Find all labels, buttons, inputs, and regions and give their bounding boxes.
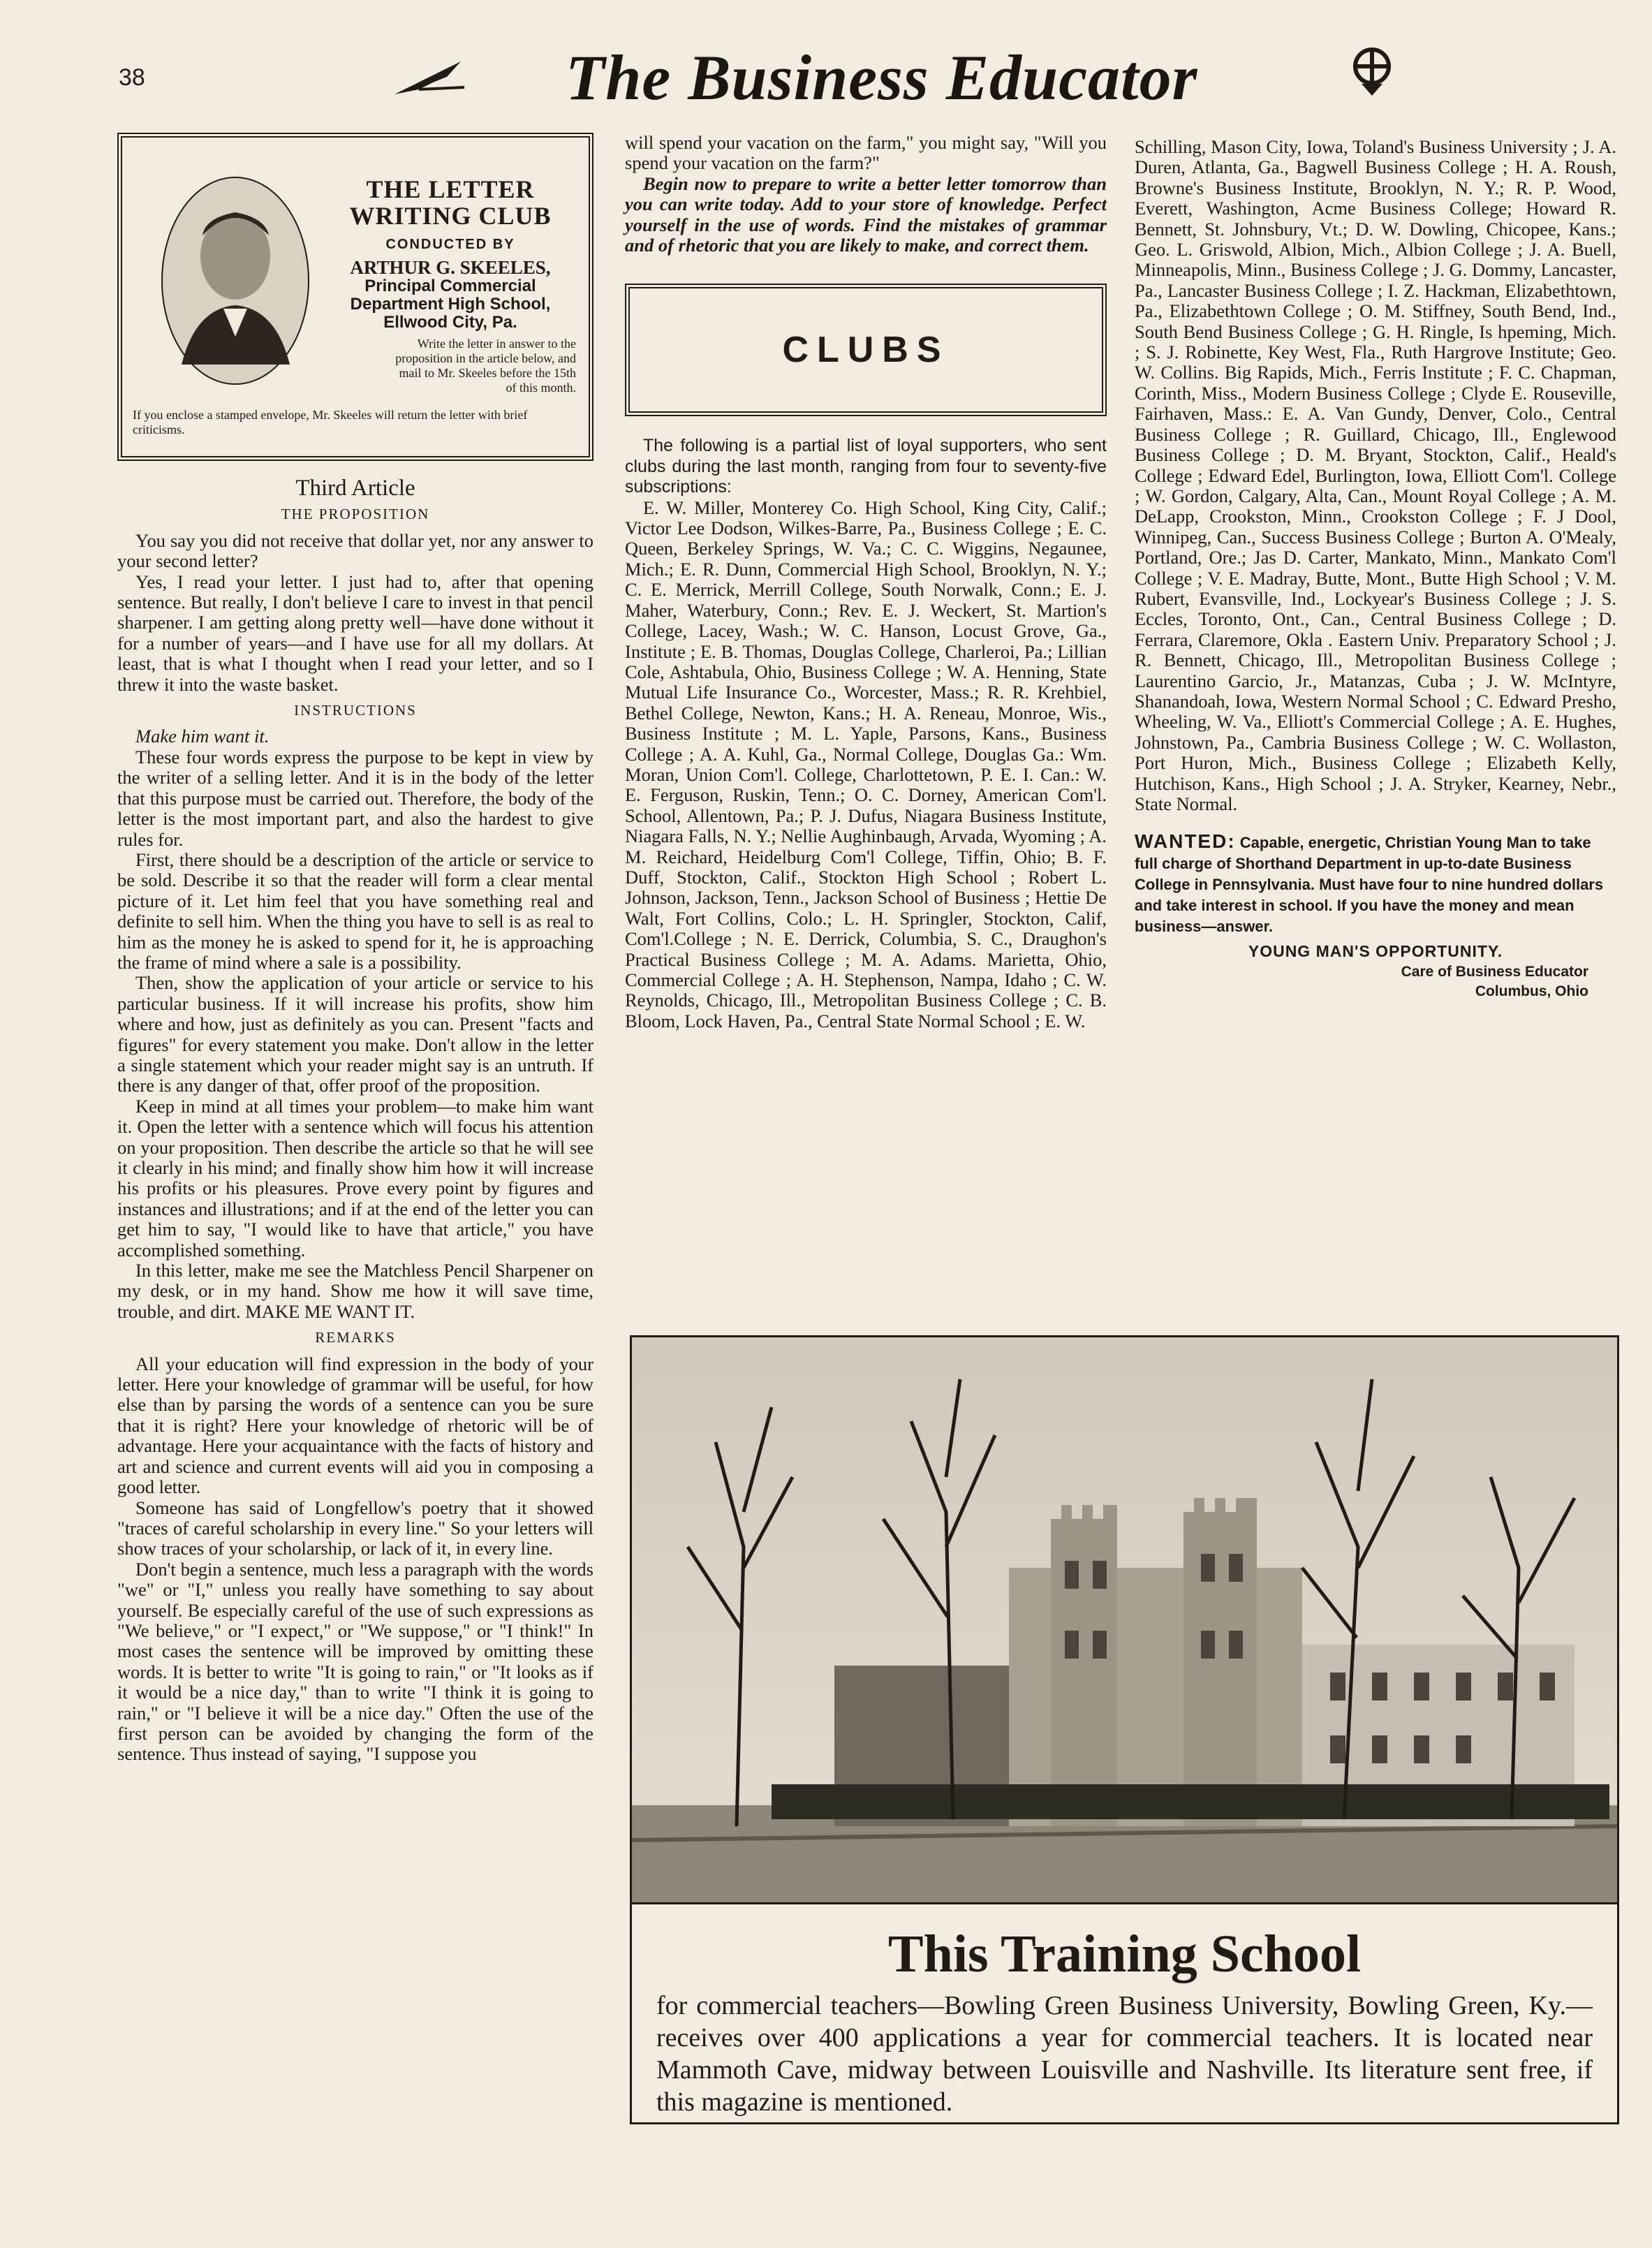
- wanted-label: WANTED:: [1135, 830, 1236, 853]
- clubs-list-continued: Schilling, Mason City, Iowa, Toland's Business University ; J. A. Duren, Atlanta, Ga., Bagwell Business College ; H. A. Roush, Browne's Business Institute, Brooklyn, N. Y.; R. P. Wood, Everett, Washington, Acme Business College; Howard R. Bennett, St. Johnsbury, Vt.; D. W. Dowling, Chicopee, Kans.; Geo. L. Griswold, Albion, Mich., Albion College ; J. A. Buell, Minneapolis, Minn., Business College ; J. G. Dommy, Lancaster, Pa., Lancaster Business College ; I. Z. Hackman, Elizabethtown, Pa., Elizabethtown College ; O. M. Stiffney, South Bend, Ind., South Bend Business College ; G. H. Ringle, Is hpeming, Mich. ; S. J. Robinette, Key West, Fla., Ruth Hargrove Institute; Geo. W. Collins. Big Rapids, Mich., Ferris Institute ; F. C. Chapman, Corinth, Miss., Modern Business College ; Clyde E. Rouseville, Fairhaven, Mass.: E. A. Van Gundy, Denver, Colo., Central Business College ; R. Guillard, Chicago, Ill., Englewood Business College ; D. M. Bryant, Stockton, Calif., Heald's College ; Edward Edel, Burlington, Iowa, Elliott Com'l. College ; W. Gordon, Calgary, Alta, Can., Mount Royal College ; A. M. DeLapp, Crookston, Minn., Crookston College ; F. J Dool, Winnipeg, Can., Success Business College ; Burton A. O'Mealy, Portland, Ore.; Jas D. Carter, Mankato, Minn., Mankato Com'l College ; V. E. Madray, Butte, Mont., Butte High School ; V. M. Rubert, Evansville, Ind., Lockyear's Business College ; J. S. Eccles, Toronto, Ont., Can., Central Business College ; D. Ferrara, Claremore, Okla . Eastern Univ. Preparatory School ; J. R. Bennett, Chicago, Ill., Metropolitan Business College ; Laurentino Garcio, Jr., Matanzas, Cuba ; J. W. McIntyre, Shanandoah, Iowa, Western Normal School ; C. Edward Presho, Wheeling, W. Va., Elliott's Commercial College ; A. E. Hughes, Johnstown, Pa., Cambria Business College ; W. C. Wollaston, Port Huron, Mich., Business College ; Elizabeth Kelly, Hutchison, Kans., High School ; J. A. Stryker, Kearney, Nebr., State Normal.: [1135, 136, 1616, 814]
- make-him-want-it: Make him want it.: [135, 726, 270, 747]
- column-left: [117, 133, 593, 1765]
- training-school-title: This Training School: [887, 1925, 1362, 1983]
- author-portrait: [161, 176, 311, 385]
- column-right: [1135, 137, 1616, 1001]
- wanted-signature: YOUNG MAN'S OPPORTUNITY.: [1248, 942, 1503, 961]
- remarks-paragraph: Don't begin a sentence, much less a paragraph with the words "we" or "I," unless you really have something to say about yourself. Be especially careful of the use of such expressions as "We believe," or "I expect," or "We suppose," or "I think!" In most cases the sentence will be improved by omitting these words. It is better to write "It is going to rain," or "It looks as if it would be a nice day," than to write "I think it is going to rain," or "I believe it will be a nice day." Often the use of the first person can be avoided by changing the form of the sentence. Thus instead of saying, "I suppose you: [117, 1558, 593, 1765]
- masthead: [391, 35, 1396, 112]
- instructions-paragraph: First, there should be a description of the article or service to be sold. Describe it so that the reader will form a clear mental picture of it. Let him feel that you have something real and definite to sell him. When the thing you have to sell is as real to him as the money he is asked to spend for it, he is approaching the frame of mind where a sale is a possibility.: [117, 848, 593, 973]
- remarks-paragraph: All your education will find expression in the body of your letter. Here your knowledge of grammar will be useful, for how else than by parsing the words of a sentence can you be sure that it is right? Here your knowledge of rhetoric will be of advantage. Here your acquaintance with the facts of history and art and science and current events will aid you in composing a good letter.: [117, 1353, 593, 1498]
- conducted-by: CONDUCTED BY: [385, 237, 515, 252]
- masthead-title: The Business Educator: [566, 42, 1198, 113]
- article-heading: Third Article: [295, 476, 415, 501]
- training-school-ad: [630, 1904, 1619, 2124]
- remarks-heading: REMARKS: [315, 1329, 396, 1346]
- column-middle: [625, 133, 1107, 1031]
- club-instructions: Write the letter in answer to the proposition in the article below, and mail to Mr. Skeeles before the 15th of this month.: [395, 337, 576, 395]
- clubs-list: E. W. Miller, Monterey Co. High School, King City, Calif.; Victor Lee Dodson, Wilkes-Barre, Pa., Business College ; E. C. Queen, Berkeley Springs, W. Va.; C. C. Wiggins, Negaunee, Mich.; E. R. Dunn, Commercial High School, Brooklyn, N. Y.; C. E. Merrick, Merrill College, South Norwalk, Conn.; E. J. Maher, Waterbury, Conn.; Rev. E. J. Weckert, St. Martion's College, Lacey, Wash.; W. C. Hanson, Locust Grove, Ga., Institute ; E. B. Thomas, Douglas College, Charleroi, Pa.; Lillian Cole, Ashtabula, Ohio, Business College ; W. A. Henning, State Mutual Life Insurance Co., Worcester, Mass.; R. R. Krehbiel, Bethel College, Newton, Kans.; H. A. Reneau, Monroe, Wis., Business Institute ; M. L. Yaple, Parsons, Kans., Business College ; A. A. Kuhl, Ga., Normal College, Douglas Ga.: Wm. Moran, Union Com'l. College, Charlottetown, P. E. I. Can.: W. E. Ferguson, Ruskin, Tenn.; O. C. Dorney, American Com'l. School, Allentown, Pa.; P. J. Dufus, Niagara Business Institute, Niagara Falls, N. Y.; Nellie Aughinbaugh, Arvada, Wyoming ; A. M. Reichard, Heidelburg Com'l College, Tiffin, Ohio; B. F. Duff, Stockton, Calif., Stockton High School ; Robert L. Johnson, Jackson, Tenn., Jackson School of Business ; Hettie De Walt, Fort Collins, Colo.; L. H. Springler, Stockton, Calif, Com'l.College ; N. E. Derrick, Columbia, S. C., Draughon's Practical Business College ; M. A. Adams. Marietta, Ohio, Commercial College ; A. H. Stephenson, Nampa, Idaho ; C. W. Reynolds, Chicago, Ill., Metropolitan Business College ; C. B. Bloom, Lock Haven, Pa., Central State Normal School ; E. W.: [625, 497, 1107, 1031]
- proposition-heading: THE PROPOSITION: [281, 506, 430, 523]
- wanted-care-of: Care of Business Educator: [1401, 963, 1588, 980]
- instructions-paragraph: These four words express the purpose to be kept in view by the writer of a selling letter. And it is in the body of the letter that this purpose must be carried out. Therefore, the body of the letter is the most important part, and also the hardest to give rules for.: [117, 746, 593, 850]
- clubs-heading: CLUBS: [782, 329, 950, 370]
- instructions-paragraph: Then, show the application of your article or service to his particular business. If it will increase his profits, show him where and how, just as definitely as you can. Present "facts and figures" for every statement you make. Don't allow in the letter a single statement which your reader might say is an untruth. If there is any danger of that, offer proof of the proposition.: [117, 972, 593, 1096]
- remarks-continuation: will spend your vacation on the farm," you might say, "Will you spend your vacation on the farm?": [625, 132, 1107, 174]
- remarks-paragraph: Someone has said of Longfellow's poetry that it showed "traces of careful scholarship in every line." So your letters will show traces of your scholarship, or lack of it, in every line.: [117, 1497, 593, 1559]
- wanted-text: Capable, energetic, Christian Young Man to take full charge of Shorthand Department in up-to-date Business College in Pennsylvania. Must have four to nine hundred dollars and take interest in school. If you have the money and mean business—answer.: [1135, 834, 1604, 936]
- closing-exhortation: Begin now to prepare to write a better letter tomorrow than you can write today. Add to your store of knowledge. Perfect yourself in the use of words. Find the mistakes of grammar and of rhetoric that you are likely to make, and correct them.: [625, 172, 1107, 256]
- training-school-body: for commercial teachers—Bowling Green Business University, Bowling Green, Ky.—receives over 400 applications a year for commercial teachers. It is located near Mammoth Cave, midway between Louisville and Nashville. Its literature sent free, if this magazine is mentioned.: [656, 1991, 1593, 2117]
- school-building-illustration: [632, 1337, 1617, 1904]
- instructions-paragraph: Keep in mind at all times your problem—to make him want it. Open the letter with a sentence which will focus his attention on your proposition. Then describe the article so that he will see it clearly in his mind; and finally show him how it will increase his profits or his pleasures. Prove every point by figures and instances and illustrations; and if at the end of the letter you can get him to say, "I would like to have that article," you have accomplished something.: [117, 1095, 593, 1261]
- wanted-city: Columbus, Ohio: [1475, 983, 1588, 999]
- wanted-ad: [1135, 831, 1616, 937]
- school-building-photo: [630, 1335, 1619, 1904]
- proposition-paragraph: You say you did not receive that dollar yet, nor any answer to your second letter?: [117, 529, 593, 572]
- club-title-block: [332, 176, 569, 332]
- clubs-intro: The following is a partial list of loyal supporters, who sent clubs during the last month, ranging from four to seventy-five subscriptions:: [625, 436, 1107, 497]
- instructions-heading: INSTRUCTIONS: [294, 702, 417, 719]
- quill-pen-icon: [391, 56, 468, 98]
- club-instructions-return: If you enclose a stamped envelope, Mr. Skeeles will return the letter with brief criticisms.: [133, 408, 528, 436]
- clubs-heading-box: [625, 284, 1107, 416]
- instructions-paragraph: In this letter, make me see the Matchless Pencil Sharpener on my desk, or in my hand. Show me how it will save time, trouble, and dirt. MAKE ME WANT IT.: [117, 1260, 593, 1322]
- letter-writing-club-box: [117, 133, 593, 461]
- proposition-paragraph: Yes, I read your letter. I just had to, after that opening sentence. But really, I don't believe I care to invest in that pencil sharpener. I am getting along pretty well—have done without it for a number of years—and I have use for all my dollars. At least, that is what I thought when I read your letter, and so I threw it into the waste basket.: [117, 571, 593, 695]
- club-title: THE LETTER WRITING CLUB: [349, 175, 552, 230]
- page-number: 38: [119, 64, 145, 91]
- club-author: ARTHUR G. SKEELES,: [350, 257, 551, 279]
- club-author-position: Principal Commercial Department High School, Ellwood City, Pa.: [350, 277, 551, 332]
- publisher-seal-icon: [1348, 45, 1396, 98]
